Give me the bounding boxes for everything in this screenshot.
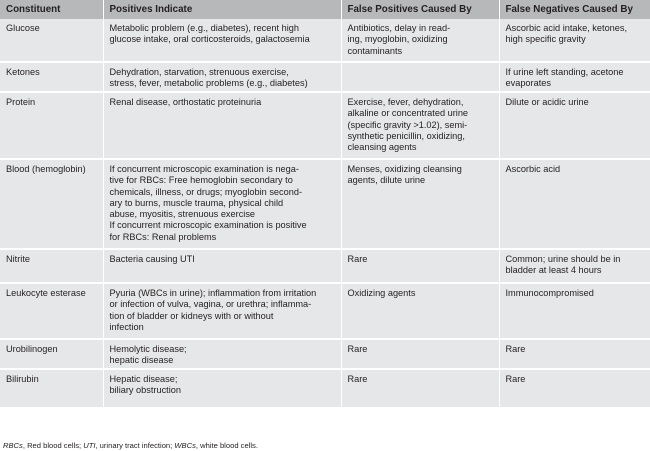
cell-text-line: Renal disease, orthostatic proteinuria xyxy=(109,97,262,107)
constituent-cell xyxy=(0,339,103,369)
cell-text-line: Protein xyxy=(6,97,36,107)
false-positives-cell xyxy=(341,19,499,62)
cell-text-line: Oxidizing agents xyxy=(347,288,416,298)
cell-text-line: Bacteria causing UTI xyxy=(109,254,195,264)
false-negatives-cell xyxy=(499,62,650,92)
cell-text-line: Rare xyxy=(505,344,526,354)
table-row xyxy=(0,19,650,62)
cell-text-line: contaminants xyxy=(347,45,403,56)
cell-text-line: Ascorbic acid intake, ketones, xyxy=(505,23,628,33)
table-body xyxy=(0,19,650,408)
cell-text-line: bladder at least 4 hours xyxy=(505,265,602,276)
cell-text-line: chemicals, illness, or drugs; myoglobin second- xyxy=(109,186,303,197)
positives-cell xyxy=(103,339,341,369)
false-negatives-cell xyxy=(499,283,650,339)
cell-text-line: Rare xyxy=(347,344,368,354)
false-positives-cell xyxy=(341,62,499,92)
cell-text-line: Urobilinogen xyxy=(6,344,58,354)
cell-text-line: Glucose xyxy=(6,23,40,33)
cell-text-line: (specific gravity >1.02), semi- xyxy=(347,119,468,130)
false-positives-cell xyxy=(341,283,499,339)
column-header-positives: Positives Indicate xyxy=(103,0,341,19)
constituent-cell xyxy=(0,283,103,339)
constituent-cell xyxy=(0,369,103,408)
constituent-cell xyxy=(0,249,103,283)
cell-text-line: abuse, myositis, strenuous exercise xyxy=(109,209,256,220)
column-header-false-negatives: False Negatives Caused By xyxy=(499,0,650,19)
false-negatives-cell xyxy=(499,249,650,283)
cell-text-line: agents, dilute urine xyxy=(347,175,426,186)
cell-text-line: alkaline or concentrated urine xyxy=(347,108,469,119)
cell-text-line: synthetic penicillin, oxidizing, xyxy=(347,130,465,141)
cell-text-line: Nitrite xyxy=(6,254,30,264)
cell-text-line: ing, myoglobin, oxidizing xyxy=(347,34,448,45)
false-negatives-cell xyxy=(499,92,650,159)
cell-text-line: Menses, oxidizing cleansing xyxy=(347,164,462,174)
table-row xyxy=(0,62,650,92)
cell-text-line: If urine left standing, acetone xyxy=(505,67,624,77)
table-row xyxy=(0,159,650,249)
positives-cell xyxy=(103,62,341,92)
cell-text-line: If concurrent microscopic examination is positive xyxy=(109,220,307,231)
cell-text-line: Common; urine should be in xyxy=(505,254,621,264)
cell-text-line: or infection of vulva, vagina, or urethra; inflamma- xyxy=(109,299,312,310)
cell-text-line: Antibiotics, delay in read- xyxy=(347,23,451,33)
cell-text-line: Dilute or acidic urine xyxy=(505,97,589,107)
cell-text-line: Metabolic problem (e.g., diabetes), recent high xyxy=(109,23,299,33)
cell-text-line: If concurrent microscopic examination is nega- xyxy=(109,164,299,174)
cell-text-line: evaporates xyxy=(505,78,551,89)
cell-text-line: high specific gravity xyxy=(505,34,586,45)
cell-text-line: tion of bladder or kidneys with or without xyxy=(109,310,274,321)
constituent-cell xyxy=(0,62,103,92)
table-footnote xyxy=(3,441,258,450)
cell-text-line: for RBCs: Renal problems xyxy=(109,231,217,242)
footnote-abbreviation: RBCs xyxy=(3,441,23,450)
constituent-cell xyxy=(0,19,103,62)
cell-text-line: stress, fever, metabolic problems (e.g., diabetes) xyxy=(109,78,308,89)
false-positives-cell xyxy=(341,249,499,283)
cell-text-line: Exercise, fever, dehydration, xyxy=(347,97,464,107)
table-header xyxy=(0,0,650,19)
cell-text-line: biliary obstruction xyxy=(109,385,181,396)
footnote-definition: , white blood cells. xyxy=(195,441,258,450)
footnote-definition: , Red blood cells; xyxy=(22,441,84,450)
cell-text-line: Pyuria (WBCs in urine); inflammation from irritation xyxy=(109,288,317,298)
false-negatives-cell xyxy=(499,339,650,369)
footnote-abbreviation: WBCs xyxy=(174,441,196,450)
constituent-cell xyxy=(0,159,103,249)
cell-text-line: cleansing agents xyxy=(347,142,417,153)
column-header-constituent: Constituent xyxy=(0,0,103,19)
positives-cell xyxy=(103,159,341,249)
cell-text-line: ary to burns, muscle trauma, physical child xyxy=(109,197,284,208)
cell-text-line: tive for RBCs: Free hemoglobin secondary to xyxy=(109,175,293,186)
cell-text-line: Ketones xyxy=(6,67,40,77)
header-row xyxy=(0,0,650,19)
cell-text-line: infection xyxy=(109,321,144,332)
cell-text-line: Bilirubin xyxy=(6,374,39,384)
false-negatives-cell xyxy=(499,159,650,249)
table-row xyxy=(0,92,650,159)
cell-text-line: Rare xyxy=(347,254,368,264)
table-row xyxy=(0,369,650,408)
cell-text-line: Ascorbic acid xyxy=(505,164,561,174)
positives-cell xyxy=(103,283,341,339)
table-row xyxy=(0,283,650,339)
cell-text-line: Immunocompromised xyxy=(505,288,594,298)
cell-text-line: Blood (hemoglobin) xyxy=(6,164,86,174)
footnote-definition: , urinary tract infection; xyxy=(95,441,175,450)
cell-text-line: hepatic disease xyxy=(109,355,174,366)
footnote-abbreviation: UTI xyxy=(83,441,96,450)
cell-text-line: glucose intake, oral corticosteroids, galactosemia xyxy=(109,34,310,45)
cell-text-line: Rare xyxy=(505,374,526,384)
false-positives-cell xyxy=(341,369,499,408)
table-row xyxy=(0,339,650,369)
cell-text-line: Rare xyxy=(347,374,368,384)
cell-text-line: Dehydration, starvation, strenuous exercise, xyxy=(109,67,289,77)
column-header-false-positives: False Positives Caused By xyxy=(341,0,499,19)
positives-cell xyxy=(103,369,341,408)
constituent-cell xyxy=(0,92,103,159)
false-positives-cell xyxy=(341,339,499,369)
positives-cell xyxy=(103,249,341,283)
false-negatives-cell xyxy=(499,369,650,408)
false-positives-cell xyxy=(341,159,499,249)
false-positives-cell xyxy=(341,92,499,159)
cell-text-line: Leukocyte esterase xyxy=(6,288,86,298)
cell-text-line: Hepatic disease; xyxy=(109,374,178,384)
positives-cell xyxy=(103,19,341,62)
false-negatives-cell xyxy=(499,19,650,62)
cell-text-line: Hemolytic disease; xyxy=(109,344,187,354)
positives-cell xyxy=(103,92,341,159)
table-row xyxy=(0,249,650,283)
